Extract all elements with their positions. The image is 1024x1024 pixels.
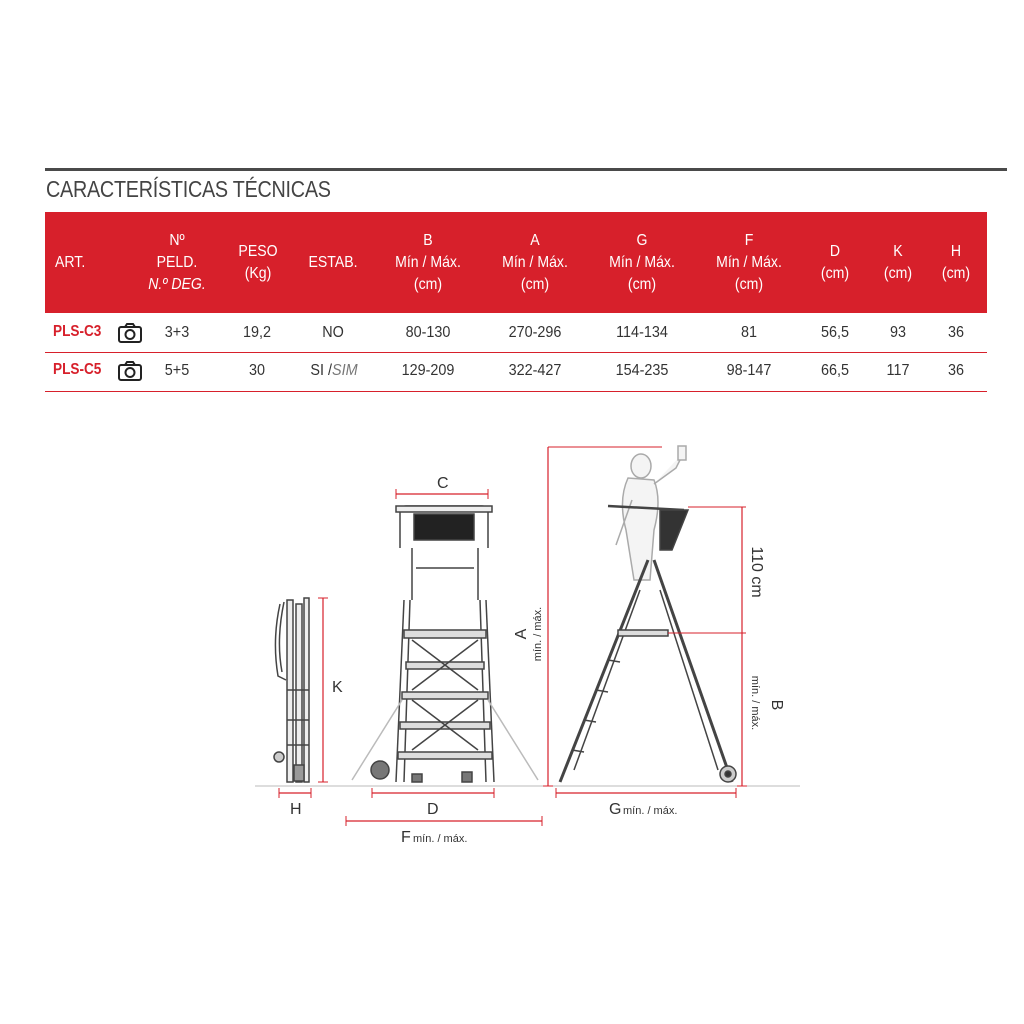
dim-b-label: B (768, 699, 785, 711)
header-k: K (cm) (883, 243, 913, 282)
dim-h-label: H (290, 801, 302, 818)
cell-peso: 19,2 (242, 324, 272, 341)
dim-c-label: C (437, 475, 449, 492)
cell-k: 117 (886, 362, 910, 379)
side-ladder (560, 446, 736, 782)
article-code: PLS-C5 (53, 361, 102, 378)
dim-f-sublabel: mín. / máx. (413, 833, 468, 845)
article-code: PLS-C3 (53, 323, 102, 340)
cell-peld: 3+3 (164, 324, 190, 341)
header-peso: PESO (Kg) (238, 243, 278, 282)
header-a: A Mín / Máx. (cm) (502, 232, 568, 293)
front-ladder (352, 506, 538, 782)
dim-k-label: K (332, 679, 343, 696)
header-art: ART. (55, 254, 86, 271)
cell-h: 36 (947, 324, 965, 341)
header-b: B Mín / Máx. (cm) (395, 232, 461, 293)
cell-f: 81 (740, 324, 758, 341)
dim-g-label: G (609, 801, 622, 818)
cell-g: 154-235 (615, 362, 669, 379)
dim-a-sublabel: mín. / máx. (532, 606, 544, 662)
dim-a-label: A (513, 628, 530, 640)
header-peld: Nº PELD. N.º DEG. (148, 232, 206, 293)
cell-d: 66,5 (820, 362, 850, 379)
cell-f: 98-147 (726, 362, 772, 379)
dim-g-sublabel: mín. / máx. (623, 805, 678, 817)
section-title: CARACTERÍSTICAS TÉCNICAS (46, 176, 331, 202)
dim-d-label: D (427, 801, 439, 818)
cell-h: 36 (947, 362, 965, 379)
dim-b-sublabel: mín. / máx. (749, 675, 761, 731)
cell-a: 270-296 (508, 324, 562, 341)
dim-110-label: 110 cm (748, 546, 765, 598)
header-f: F Mín / Máx. (cm) (716, 232, 782, 293)
dim-f-label: F (401, 829, 411, 846)
cell-estab: SI /SIM (310, 362, 358, 379)
cell-peld: 5+5 (164, 362, 190, 379)
cell-b: 129-209 (401, 362, 455, 379)
header-estab: ESTAB. (308, 254, 358, 271)
cell-a: 322-427 (508, 362, 562, 379)
cell-b: 80-130 (405, 324, 451, 341)
cell-d: 56,5 (820, 324, 850, 341)
cell-peso: 30 (248, 362, 266, 379)
header-h: H (cm) (941, 243, 971, 282)
cell-k: 93 (889, 324, 907, 341)
header-d: D (cm) (820, 243, 850, 282)
cell-g: 114-134 (616, 324, 668, 341)
header-g: G Mín / Máx. (cm) (609, 232, 675, 293)
cell-estab: NO (322, 324, 344, 341)
folded-ladder (274, 598, 309, 782)
